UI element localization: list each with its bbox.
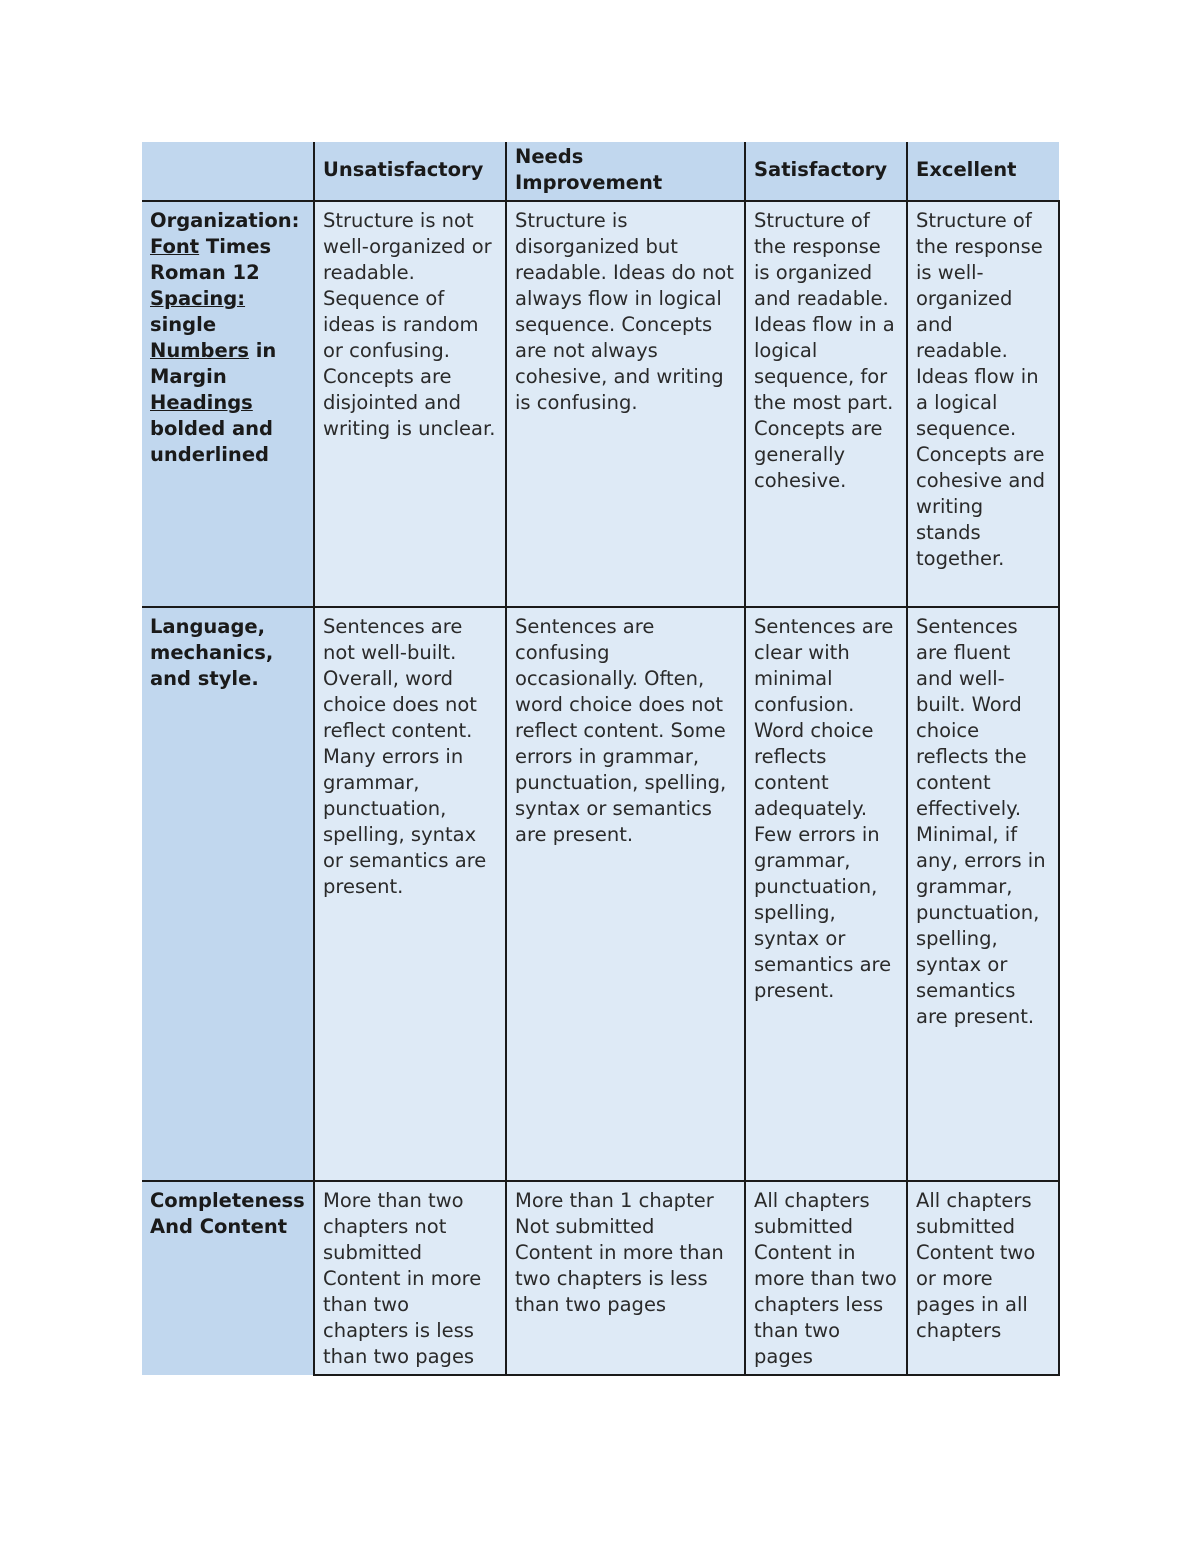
cell-language-satisfactory: Sentences are clear with minimal confusion. Word choice reflects content adequately. Few errors in grammar, punctuation, spelling, syntax or semantics are present. [745, 607, 907, 1181]
cell-completeness-unsatisfactory: More than two chapters not submitted Content in more than two chapters is less than two pages [314, 1181, 506, 1375]
table-row [142, 1181, 1059, 1375]
criterion-organization [142, 201, 314, 607]
spacing-label: Spacing: [150, 287, 246, 310]
cell-organization-unsatisfactory: Structure is not well-organized or readable. Sequence of ideas is random or confusing. Concepts are disjointed and writing is unclear. [314, 201, 506, 607]
spacing-value: single [150, 313, 217, 336]
cell-organization-needs-improvement: Structure is disorganized but readable. Ideas do not always flow in logical sequence. Concepts are not always cohesive, and writing is confusing. [506, 201, 745, 607]
cell-organization-excellent: Structure of the response is well-organized and readable. Ideas flow in a logical sequence. Concepts are cohesive and writing stands together. [907, 201, 1059, 607]
headings-value: bolded and underlined [150, 417, 273, 466]
cell-completeness-needs-improvement: More than 1 chapter Not submitted Content in more than two chapters is less than two pages [506, 1181, 745, 1375]
cell-completeness-satisfactory: All chapters submitted Content in more than two chapters less than two pages [745, 1181, 907, 1375]
numbers-label: Numbers [150, 339, 249, 362]
header-needs-improvement: Needs Improvement [506, 142, 745, 201]
table-row [142, 201, 1059, 607]
rubric-table [142, 142, 1060, 1376]
cell-language-excellent: Sentences are fluent and well-built. Word choice reflects the content effectively. Minimal, if any, errors in grammar, punctuation, spelling, syntax or semantics are present. [907, 607, 1059, 1181]
cell-language-unsatisfactory: Sentences are not well-built. Overall, word choice does not reflect content. Many errors in grammar, punctuation, spelling, syntax or semantics are present. [314, 607, 506, 1181]
numbers-value: in Margin [150, 339, 277, 388]
cell-organization-satisfactory: Structure of the response is organized and readable. Ideas flow in a logical sequence, for the most part. Concepts are generally cohesive. [745, 201, 907, 607]
cell-completeness-excellent: All chapters submitted Content two or more pages in all chapters [907, 1181, 1059, 1375]
font-value: Times Roman 12 [150, 235, 272, 284]
header-satisfactory: Satisfactory [745, 142, 907, 201]
criterion-language: Language, mechanics, and style. [142, 607, 314, 1181]
header-row [142, 142, 1059, 201]
font-label: Font [150, 235, 200, 258]
criterion-completeness: Completeness And Content [142, 1181, 314, 1375]
header-unsatisfactory: Unsatisfactory [314, 142, 506, 201]
criterion-title: Organization: [150, 209, 300, 232]
header-corner [142, 142, 314, 201]
cell-language-needs-improvement: Sentences are confusing occasionally. Often, word choice does not reflect content. Some errors in grammar, punctuation, spelling, syntax or semantics are present. [506, 607, 745, 1181]
table-row [142, 607, 1059, 1181]
headings-label: Headings [150, 391, 253, 414]
header-excellent: Excellent [907, 142, 1059, 201]
